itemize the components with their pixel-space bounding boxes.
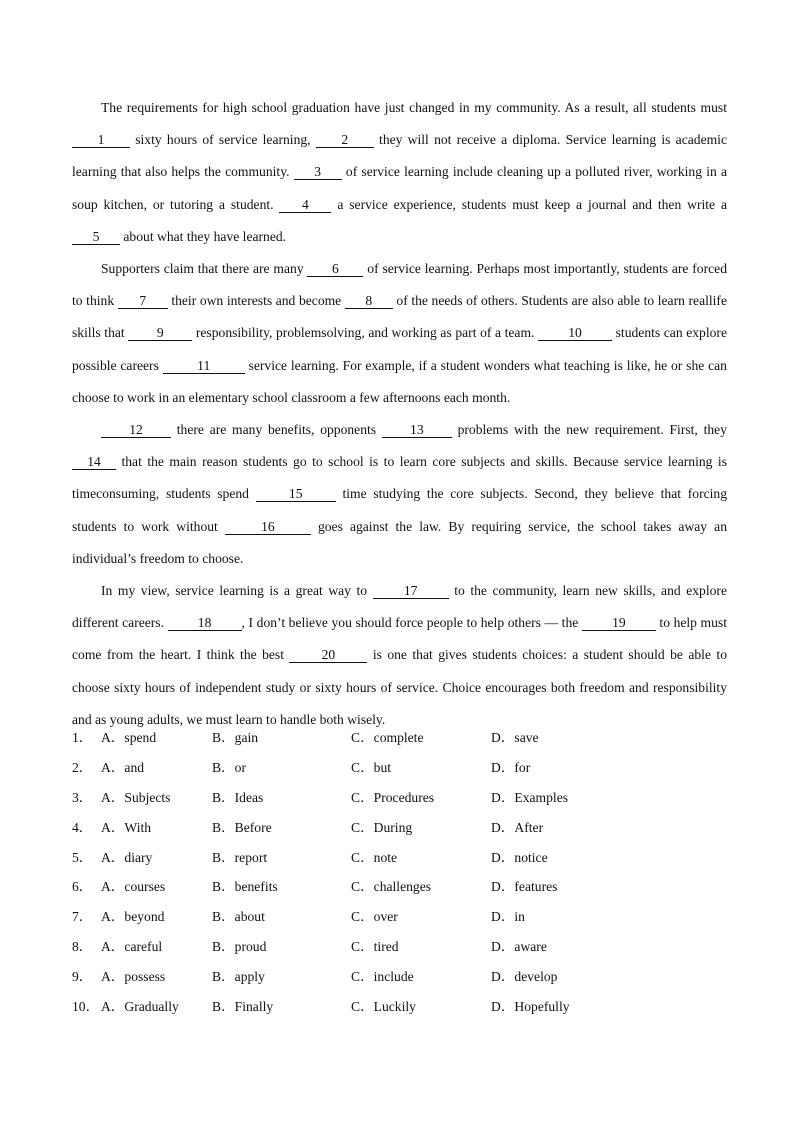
question-row — [72, 962, 727, 992]
question-number: 9． — [72, 969, 93, 985]
option-b[interactable]: B．benefits — [212, 879, 278, 895]
passage-text: The requirements for high school graduation have just changed in my community. As a result, all students must — [101, 100, 727, 115]
passage-text: of service learning include cleaning up a polluted river, working in a soup kitchen, or tutoring a student. — [72, 164, 727, 212]
blank-14[interactable]: 14 — [72, 455, 116, 470]
question-row — [72, 813, 727, 843]
paragraph-4 — [72, 575, 727, 736]
blank-13[interactable]: 13 — [382, 423, 452, 438]
option-a[interactable]: A．and — [101, 759, 145, 775]
passage-text: they will not receive a diploma. Service learning is academic learning that also helps the community. — [72, 132, 727, 180]
passage-text: that the main reason students go to school is to learn core subjects and skills. Because service learning is timeconsuming, students spend — [72, 454, 727, 502]
option-a[interactable]: A．beyond — [101, 909, 165, 925]
question-row — [72, 992, 727, 1022]
option-b[interactable]: B．Before — [212, 819, 272, 835]
passage-text: sixty hours of service learning, — [130, 132, 316, 148]
option-a[interactable]: A．careful — [101, 939, 163, 955]
option-d[interactable]: D．develop — [491, 969, 558, 985]
option-b[interactable]: B．report — [212, 849, 268, 865]
passage-text: of service learning. Perhaps most importantly, students are forced to think — [72, 261, 727, 309]
question-row — [72, 783, 727, 813]
question-row — [72, 843, 727, 873]
blank-20[interactable]: 20 — [289, 648, 367, 663]
passage-text: time studying the core subjects. Second, they believe that forcing students to work without — [72, 486, 728, 534]
question-row — [72, 723, 727, 753]
option-d[interactable]: D．Hopefully — [491, 999, 570, 1015]
blank-4[interactable]: 4 — [279, 198, 331, 213]
option-d[interactable]: D．aware — [491, 939, 547, 955]
passage-text: students can explore possible careers — [72, 325, 727, 373]
paragraph-3 — [72, 414, 727, 575]
blank-17[interactable]: 17 — [373, 584, 449, 599]
question-number: 3． — [72, 789, 93, 805]
option-a[interactable]: A．courses — [101, 879, 166, 895]
passage-text: is one that gives students choices: a student should be able to choose sixty hours of independent study or sixty hours of service. Choice encourages both freedom and responsibility and as young adults, we must learn to handle both wisely. — [72, 647, 727, 727]
blank-11[interactable]: 11 — [163, 359, 245, 374]
option-b[interactable]: B．Ideas — [212, 789, 264, 805]
option-c[interactable]: C．Procedures — [351, 789, 435, 805]
option-b[interactable]: B．or — [212, 759, 246, 775]
blank-10[interactable]: 10 — [538, 326, 612, 341]
option-b[interactable]: B．proud — [212, 939, 267, 955]
question-number: 1． — [72, 730, 93, 745]
passage — [72, 92, 727, 736]
passage-text: , I don’t believe you should force people to help others — the — [241, 615, 582, 631]
option-a[interactable]: A．possess — [101, 969, 166, 985]
option-d[interactable]: D．in — [491, 909, 525, 925]
option-c[interactable]: C．During — [351, 819, 413, 835]
option-d[interactable]: D．features — [491, 879, 558, 895]
option-a[interactable]: A．With — [101, 819, 152, 835]
passage-text: a service experience, students must keep a journal and then write a — [331, 196, 727, 212]
option-b[interactable]: B．Finally — [212, 999, 274, 1015]
option-d[interactable]: D．for — [491, 759, 531, 775]
option-a[interactable]: A．spend — [101, 730, 157, 745]
blank-8[interactable]: 8 — [345, 294, 393, 309]
paragraph-1 — [72, 92, 727, 253]
question-row — [72, 932, 727, 962]
question-number: 5． — [72, 849, 93, 865]
option-d[interactable]: D．notice — [491, 849, 548, 865]
passage-text: their own interests and become — [167, 293, 345, 309]
blank-3[interactable]: 3 — [294, 165, 342, 180]
option-c[interactable]: C．include — [351, 969, 414, 985]
paragraph-2 — [72, 253, 727, 414]
question-row — [72, 753, 727, 783]
option-c[interactable]: C．but — [351, 759, 392, 775]
passage-text: In my view, service learning is a great way to — [101, 583, 373, 599]
passage-text: problems with the new requirement. First, they — [451, 422, 727, 438]
option-c[interactable]: C．complete — [351, 730, 424, 745]
passage-text: service learning. For example, if a student wonders what teaching is like, he or she can choose to work in an elementary school classroom a few afternoons each month. — [72, 357, 727, 405]
option-d[interactable]: D．After — [491, 819, 544, 835]
blank-5[interactable]: 5 — [72, 230, 120, 245]
option-a[interactable]: A．Subjects — [101, 789, 171, 805]
option-b[interactable]: B．apply — [212, 969, 265, 985]
blank-9[interactable]: 9 — [128, 326, 192, 341]
passage-text: goes against the law. By requiring service, the school takes away an individual’s freedom to choose. — [72, 518, 728, 566]
passage-text: to help must come from the heart. I think the best — [72, 615, 727, 663]
option-a[interactable]: A．Gradually — [101, 999, 179, 1015]
blank-1[interactable]: 1 — [72, 133, 130, 148]
option-d[interactable]: D．save — [491, 730, 539, 745]
option-c[interactable]: C．challenges — [351, 879, 432, 895]
blank-6[interactable]: 6 — [307, 262, 363, 277]
passage-text: of the needs of others. Students are also able to learn reallife skills that — [72, 293, 727, 341]
question-number: 6． — [72, 879, 93, 895]
blank-18[interactable]: 18 — [168, 616, 242, 631]
question-row — [72, 902, 727, 932]
option-a[interactable]: A．diary — [101, 849, 153, 865]
blank-16[interactable]: 16 — [225, 520, 311, 535]
question-number: 7． — [72, 909, 93, 925]
question-number: 8． — [72, 939, 93, 955]
answer-options — [72, 723, 727, 1022]
question-number: 10． — [72, 999, 100, 1015]
passage-text: to the community, learn new skills, and explore different careers. — [72, 583, 727, 631]
blank-7[interactable]: 7 — [118, 294, 168, 309]
question-row — [72, 872, 727, 902]
option-b[interactable]: B．gain — [212, 730, 259, 745]
passage-text: there are many benefits, opponents — [171, 422, 382, 438]
passage-text: Supporters claim that there are many — [101, 261, 308, 277]
blank-15[interactable]: 15 — [256, 487, 336, 502]
blank-2[interactable]: 2 — [316, 133, 374, 148]
option-c[interactable]: C．over — [351, 909, 398, 925]
option-c[interactable]: C．note — [351, 849, 398, 865]
option-c[interactable]: C．tired — [351, 939, 399, 955]
option-b[interactable]: B．about — [212, 909, 265, 925]
passage-text: about what they have learned. — [120, 228, 287, 244]
option-c[interactable]: C．Luckily — [351, 999, 416, 1015]
option-d[interactable]: D．Examples — [491, 789, 569, 805]
blank-12[interactable]: 12 — [101, 423, 171, 438]
blank-19[interactable]: 19 — [582, 616, 656, 631]
question-number: 2． — [72, 759, 93, 775]
passage-text: responsibility, problemsolving, and working as part of a team. — [192, 325, 539, 341]
question-number: 4． — [72, 819, 93, 835]
